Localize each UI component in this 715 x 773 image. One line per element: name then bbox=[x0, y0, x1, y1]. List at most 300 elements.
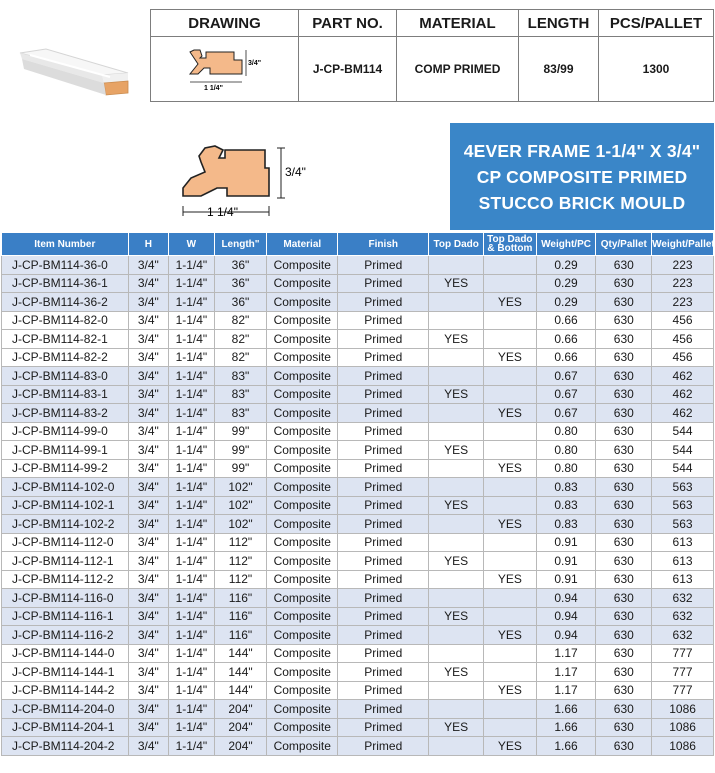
cell-length: 36" bbox=[214, 274, 267, 293]
cell-weight-pc: 0.67 bbox=[536, 385, 596, 404]
cell-h: 3/4" bbox=[128, 663, 169, 682]
cell-length: 144" bbox=[214, 681, 267, 700]
cell-weight-pc: 0.67 bbox=[536, 404, 596, 423]
cell-w: 1-1/4" bbox=[169, 663, 215, 682]
cell-weight-pc: 0.29 bbox=[536, 274, 596, 293]
cell-h: 3/4" bbox=[128, 552, 169, 571]
cell-top-dado bbox=[429, 644, 484, 663]
cell-top-dado-bottom bbox=[484, 533, 537, 552]
cell-material: Composite bbox=[267, 293, 338, 312]
cell-length: 36" bbox=[214, 293, 267, 312]
cell-qty-pallet: 630 bbox=[596, 533, 652, 552]
cell-top-dado bbox=[429, 348, 484, 367]
cell-h: 3/4" bbox=[128, 700, 169, 719]
cell-h: 3/4" bbox=[128, 737, 169, 756]
cell-top-dado: YES bbox=[429, 718, 484, 737]
cell-item-number: J-CP-BM114-83-2 bbox=[2, 404, 129, 423]
profile-height-label: 3/4" bbox=[285, 165, 306, 179]
cell-length: 116" bbox=[214, 607, 267, 626]
cell-qty-pallet: 630 bbox=[596, 644, 652, 663]
cell-weight-pallet: 544 bbox=[652, 459, 714, 478]
cell-h: 3/4" bbox=[128, 422, 169, 441]
cell-item-number: J-CP-BM114-99-2 bbox=[2, 459, 129, 478]
cell-length: 99" bbox=[214, 441, 267, 460]
cell-weight-pc: 0.94 bbox=[536, 589, 596, 608]
cell-top-dado-bottom bbox=[484, 330, 537, 349]
cell-length: 112" bbox=[214, 570, 267, 589]
cell-material: Composite bbox=[267, 626, 338, 645]
cell-top-dado: YES bbox=[429, 330, 484, 349]
cell-weight-pc: 0.91 bbox=[536, 570, 596, 589]
cell-item-number: J-CP-BM114-82-2 bbox=[2, 348, 129, 367]
cell-length: 82" bbox=[214, 311, 267, 330]
cell-weight-pc: 0.94 bbox=[536, 626, 596, 645]
cell-material: Composite bbox=[267, 737, 338, 756]
cell-finish: Primed bbox=[338, 515, 429, 534]
cell-weight-pallet: 613 bbox=[652, 552, 714, 571]
cell-weight-pallet: 456 bbox=[652, 348, 714, 367]
profile-drawing bbox=[1, 120, 448, 231]
cell-qty-pallet: 630 bbox=[596, 348, 652, 367]
pcs-pallet-header: PCS/PALLET bbox=[599, 10, 714, 37]
cell-w: 1-1/4" bbox=[169, 311, 215, 330]
cell-top-dado bbox=[429, 681, 484, 700]
cell-w: 1-1/4" bbox=[169, 681, 215, 700]
cell-weight-pallet: 777 bbox=[652, 681, 714, 700]
cell-h: 3/4" bbox=[128, 589, 169, 608]
cell-qty-pallet: 630 bbox=[596, 404, 652, 423]
cell-material: Composite bbox=[267, 718, 338, 737]
cell-w: 1-1/4" bbox=[169, 570, 215, 589]
cell-material: Composite bbox=[267, 515, 338, 534]
table-row bbox=[2, 311, 714, 330]
cell-item-number: J-CP-BM114-112-1 bbox=[2, 552, 129, 571]
cell-item-number: J-CP-BM114-144-2 bbox=[2, 681, 129, 700]
cell-finish: Primed bbox=[338, 718, 429, 737]
col-h: H bbox=[128, 233, 169, 256]
cell-length: 102" bbox=[214, 496, 267, 515]
table-row bbox=[2, 589, 714, 608]
cell-h: 3/4" bbox=[128, 496, 169, 515]
cell-h: 3/4" bbox=[128, 459, 169, 478]
cell-item-number: J-CP-BM114-36-1 bbox=[2, 274, 129, 293]
cell-w: 1-1/4" bbox=[169, 256, 215, 275]
cell-h: 3/4" bbox=[128, 256, 169, 275]
cell-weight-pc: 0.94 bbox=[536, 607, 596, 626]
cell-top-dado-bottom bbox=[484, 700, 537, 719]
cell-finish: Primed bbox=[338, 367, 429, 386]
cell-top-dado-bottom: YES bbox=[484, 570, 537, 589]
cell-w: 1-1/4" bbox=[169, 422, 215, 441]
cell-weight-pallet: 462 bbox=[652, 385, 714, 404]
cell-weight-pc: 0.80 bbox=[536, 441, 596, 460]
cell-qty-pallet: 630 bbox=[596, 663, 652, 682]
cell-length: 99" bbox=[214, 459, 267, 478]
cell-finish: Primed bbox=[338, 293, 429, 312]
cell-weight-pallet: 563 bbox=[652, 515, 714, 534]
cell-h: 3/4" bbox=[128, 330, 169, 349]
cell-h: 3/4" bbox=[128, 718, 169, 737]
cell-qty-pallet: 630 bbox=[596, 570, 652, 589]
cell-finish: Primed bbox=[338, 737, 429, 756]
cell-w: 1-1/4" bbox=[169, 737, 215, 756]
col-material: Material bbox=[267, 233, 338, 256]
cell-finish: Primed bbox=[338, 441, 429, 460]
cell-material: Composite bbox=[267, 256, 338, 275]
cell-material: Composite bbox=[267, 589, 338, 608]
cell-material: Composite bbox=[267, 478, 338, 497]
cell-finish: Primed bbox=[338, 570, 429, 589]
cell-qty-pallet: 630 bbox=[596, 441, 652, 460]
table-row bbox=[2, 737, 714, 756]
cell-top-dado-bottom: YES bbox=[484, 459, 537, 478]
cell-length: 112" bbox=[214, 552, 267, 571]
cell-weight-pc: 0.83 bbox=[536, 496, 596, 515]
cell-material: Composite bbox=[267, 367, 338, 386]
cell-top-dado-bottom bbox=[484, 496, 537, 515]
table-row bbox=[2, 700, 714, 719]
cell-item-number: J-CP-BM114-204-1 bbox=[2, 718, 129, 737]
cell-qty-pallet: 630 bbox=[596, 422, 652, 441]
cell-qty-pallet: 630 bbox=[596, 256, 652, 275]
cell-qty-pallet: 630 bbox=[596, 311, 652, 330]
cell-material: Composite bbox=[267, 681, 338, 700]
table-row bbox=[2, 274, 714, 293]
table-row bbox=[2, 459, 714, 478]
cell-item-number: J-CP-BM114-102-0 bbox=[2, 478, 129, 497]
cell-top-dado-bottom bbox=[484, 663, 537, 682]
small-width-label: 1 1/4" bbox=[203, 84, 223, 92]
product-header-block bbox=[1, 120, 714, 232]
cell-finish: Primed bbox=[338, 496, 429, 515]
pcs-pallet-value: 1300 bbox=[599, 37, 714, 102]
table-row bbox=[2, 441, 714, 460]
cell-h: 3/4" bbox=[128, 626, 169, 645]
material-header: MATERIAL bbox=[397, 10, 519, 37]
table-row bbox=[2, 293, 714, 312]
cell-item-number: J-CP-BM114-144-1 bbox=[2, 663, 129, 682]
cell-item-number: J-CP-BM114-99-0 bbox=[2, 422, 129, 441]
cell-top-dado bbox=[429, 404, 484, 423]
cell-h: 3/4" bbox=[128, 644, 169, 663]
cell-qty-pallet: 630 bbox=[596, 737, 652, 756]
cell-h: 3/4" bbox=[128, 570, 169, 589]
cell-weight-pc: 1.66 bbox=[536, 737, 596, 756]
cell-item-number: J-CP-BM114-116-2 bbox=[2, 626, 129, 645]
cell-weight-pallet: 613 bbox=[652, 570, 714, 589]
cell-item-number: J-CP-BM114-82-0 bbox=[2, 311, 129, 330]
cell-weight-pc: 0.83 bbox=[536, 478, 596, 497]
col-finish: Finish bbox=[338, 233, 429, 256]
cell-top-dado: YES bbox=[429, 663, 484, 682]
cell-material: Composite bbox=[267, 274, 338, 293]
profile-drawing-panel bbox=[1, 120, 448, 231]
cell-weight-pc: 0.29 bbox=[536, 256, 596, 275]
cell-w: 1-1/4" bbox=[169, 478, 215, 497]
cell-top-dado-bottom bbox=[484, 256, 537, 275]
cell-weight-pc: 0.66 bbox=[536, 348, 596, 367]
cell-weight-pc: 0.80 bbox=[536, 459, 596, 478]
cell-length: 204" bbox=[214, 737, 267, 756]
cell-item-number: J-CP-BM114-102-1 bbox=[2, 496, 129, 515]
cell-top-dado-bottom bbox=[484, 441, 537, 460]
profile-width-label: 1 1/4" bbox=[207, 205, 238, 219]
cell-weight-pallet: 223 bbox=[652, 274, 714, 293]
cell-h: 3/4" bbox=[128, 367, 169, 386]
cell-material: Composite bbox=[267, 441, 338, 460]
cell-top-dado bbox=[429, 589, 484, 608]
cell-top-dado-bottom: YES bbox=[484, 737, 537, 756]
table-row bbox=[2, 367, 714, 386]
cell-w: 1-1/4" bbox=[169, 459, 215, 478]
table-row bbox=[2, 478, 714, 497]
cell-top-dado: YES bbox=[429, 385, 484, 404]
cell-top-dado-bottom: YES bbox=[484, 681, 537, 700]
table-body bbox=[2, 256, 714, 756]
cell-w: 1-1/4" bbox=[169, 385, 215, 404]
table-row bbox=[2, 663, 714, 682]
cell-h: 3/4" bbox=[128, 478, 169, 497]
cell-material: Composite bbox=[267, 330, 338, 349]
cell-w: 1-1/4" bbox=[169, 330, 215, 349]
cell-w: 1-1/4" bbox=[169, 626, 215, 645]
cell-item-number: J-CP-BM114-99-1 bbox=[2, 441, 129, 460]
table-row bbox=[2, 607, 714, 626]
length-value: 83/99 bbox=[519, 37, 599, 102]
cell-top-dado-bottom bbox=[484, 385, 537, 404]
cell-material: Composite bbox=[267, 552, 338, 571]
cell-w: 1-1/4" bbox=[169, 552, 215, 571]
table-row bbox=[2, 422, 714, 441]
cell-w: 1-1/4" bbox=[169, 274, 215, 293]
cell-top-dado: YES bbox=[429, 441, 484, 460]
col-weight-pc: Weight/PC bbox=[536, 233, 596, 256]
table-header-row bbox=[2, 233, 714, 256]
table-row bbox=[2, 570, 714, 589]
cell-finish: Primed bbox=[338, 478, 429, 497]
cell-w: 1-1/4" bbox=[169, 367, 215, 386]
cell-weight-pallet: 563 bbox=[652, 496, 714, 515]
cell-weight-pc: 0.67 bbox=[536, 367, 596, 386]
cell-finish: Primed bbox=[338, 700, 429, 719]
cell-qty-pallet: 630 bbox=[596, 385, 652, 404]
cell-top-dado bbox=[429, 533, 484, 552]
cell-weight-pc: 0.66 bbox=[536, 311, 596, 330]
table-row bbox=[2, 533, 714, 552]
cell-top-dado-bottom: YES bbox=[484, 515, 537, 534]
cell-h: 3/4" bbox=[128, 441, 169, 460]
cell-finish: Primed bbox=[338, 274, 429, 293]
cell-item-number: J-CP-BM114-112-0 bbox=[2, 533, 129, 552]
table-row bbox=[2, 496, 714, 515]
cell-length: 83" bbox=[214, 367, 267, 386]
cell-length: 116" bbox=[214, 589, 267, 608]
cell-h: 3/4" bbox=[128, 385, 169, 404]
cell-weight-pallet: 632 bbox=[652, 589, 714, 608]
cell-weight-pc: 0.83 bbox=[536, 515, 596, 534]
cell-top-dado bbox=[429, 422, 484, 441]
cell-qty-pallet: 630 bbox=[596, 515, 652, 534]
cell-weight-pallet: 456 bbox=[652, 330, 714, 349]
cell-material: Composite bbox=[267, 496, 338, 515]
cell-finish: Primed bbox=[338, 552, 429, 571]
moulding-photo-icon bbox=[0, 9, 141, 103]
cell-top-dado: YES bbox=[429, 496, 484, 515]
cell-top-dado-bottom bbox=[484, 607, 537, 626]
title-line-2: CP COMPOSITE PRIMED bbox=[476, 166, 688, 187]
cell-qty-pallet: 630 bbox=[596, 459, 652, 478]
table-row bbox=[2, 330, 714, 349]
cell-qty-pallet: 630 bbox=[596, 330, 652, 349]
cell-w: 1-1/4" bbox=[169, 718, 215, 737]
drawing-cell bbox=[151, 37, 299, 102]
cell-top-dado-bottom bbox=[484, 422, 537, 441]
table-row bbox=[2, 644, 714, 663]
cell-qty-pallet: 630 bbox=[596, 552, 652, 571]
cell-item-number: J-CP-BM114-82-1 bbox=[2, 330, 129, 349]
cell-weight-pallet: 544 bbox=[652, 441, 714, 460]
cell-weight-pc: 0.29 bbox=[536, 293, 596, 312]
table-row bbox=[2, 681, 714, 700]
cell-material: Composite bbox=[267, 404, 338, 423]
cell-weight-pallet: 1086 bbox=[652, 700, 714, 719]
cell-qty-pallet: 630 bbox=[596, 589, 652, 608]
cell-weight-pallet: 563 bbox=[652, 478, 714, 497]
cell-weight-pc: 0.80 bbox=[536, 422, 596, 441]
cell-top-dado bbox=[429, 570, 484, 589]
cell-w: 1-1/4" bbox=[169, 293, 215, 312]
cell-weight-pallet: 223 bbox=[652, 256, 714, 275]
cell-item-number: J-CP-BM114-144-0 bbox=[2, 644, 129, 663]
cell-top-dado bbox=[429, 293, 484, 312]
cell-finish: Primed bbox=[338, 589, 429, 608]
col-length: Length" bbox=[214, 233, 267, 256]
cell-weight-pallet: 544 bbox=[652, 422, 714, 441]
cell-qty-pallet: 630 bbox=[596, 367, 652, 386]
cell-length: 116" bbox=[214, 626, 267, 645]
cell-material: Composite bbox=[267, 348, 338, 367]
cell-weight-pallet: 613 bbox=[652, 533, 714, 552]
cell-w: 1-1/4" bbox=[169, 515, 215, 534]
cell-h: 3/4" bbox=[128, 404, 169, 423]
cell-weight-pallet: 462 bbox=[652, 404, 714, 423]
cell-finish: Primed bbox=[338, 533, 429, 552]
cell-qty-pallet: 630 bbox=[596, 681, 652, 700]
cell-material: Composite bbox=[267, 700, 338, 719]
cell-item-number: J-CP-BM114-116-0 bbox=[2, 589, 129, 608]
cell-w: 1-1/4" bbox=[169, 533, 215, 552]
cell-weight-pallet: 632 bbox=[652, 607, 714, 626]
cell-weight-pc: 0.66 bbox=[536, 330, 596, 349]
item-spec-table bbox=[1, 232, 714, 756]
cell-top-dado bbox=[429, 478, 484, 497]
cell-h: 3/4" bbox=[128, 311, 169, 330]
cell-top-dado bbox=[429, 700, 484, 719]
cell-qty-pallet: 630 bbox=[596, 496, 652, 515]
cell-top-dado: YES bbox=[429, 274, 484, 293]
cell-weight-pc: 1.66 bbox=[536, 700, 596, 719]
cell-h: 3/4" bbox=[128, 681, 169, 700]
cell-top-dado-bottom: YES bbox=[484, 348, 537, 367]
cell-material: Composite bbox=[267, 607, 338, 626]
cell-finish: Primed bbox=[338, 311, 429, 330]
cell-top-dado-bottom bbox=[484, 644, 537, 663]
cell-weight-pallet: 1086 bbox=[652, 718, 714, 737]
cell-item-number: J-CP-BM114-83-1 bbox=[2, 385, 129, 404]
cell-length: 102" bbox=[214, 478, 267, 497]
small-height-label: 3/4" bbox=[247, 59, 261, 67]
material-value: COMP PRIMED bbox=[397, 37, 519, 102]
cell-w: 1-1/4" bbox=[169, 441, 215, 460]
cell-length: 83" bbox=[214, 385, 267, 404]
col-qty-pallet: Qty/Pallet bbox=[596, 233, 652, 256]
cell-w: 1-1/4" bbox=[169, 348, 215, 367]
cell-qty-pallet: 630 bbox=[596, 700, 652, 719]
cell-material: Composite bbox=[267, 644, 338, 663]
cell-length: 112" bbox=[214, 533, 267, 552]
product-title-panel bbox=[450, 123, 714, 230]
cell-weight-pallet: 777 bbox=[652, 644, 714, 663]
cell-h: 3/4" bbox=[128, 293, 169, 312]
cell-length: 83" bbox=[214, 404, 267, 423]
cell-item-number: J-CP-BM114-116-1 bbox=[2, 607, 129, 626]
cell-length: 144" bbox=[214, 644, 267, 663]
cell-item-number: J-CP-BM114-36-0 bbox=[2, 256, 129, 275]
title-line-1: 4EVER FRAME 1-1/4" X 3/4" bbox=[463, 140, 701, 161]
cell-qty-pallet: 630 bbox=[596, 718, 652, 737]
cell-top-dado-bottom bbox=[484, 274, 537, 293]
cell-top-dado: YES bbox=[429, 552, 484, 571]
cell-length: 36" bbox=[214, 256, 267, 275]
small-profile-drawing bbox=[170, 38, 280, 98]
cell-top-dado bbox=[429, 515, 484, 534]
cell-item-number: J-CP-BM114-83-0 bbox=[2, 367, 129, 386]
col-item-number: Item Number bbox=[2, 233, 129, 256]
cell-top-dado bbox=[429, 737, 484, 756]
cell-item-number: J-CP-BM114-204-2 bbox=[2, 737, 129, 756]
cell-weight-pc: 1.17 bbox=[536, 663, 596, 682]
cell-h: 3/4" bbox=[128, 533, 169, 552]
cell-top-dado bbox=[429, 626, 484, 645]
cell-top-dado bbox=[429, 367, 484, 386]
product-photo bbox=[0, 9, 141, 103]
cell-finish: Primed bbox=[338, 644, 429, 663]
cell-w: 1-1/4" bbox=[169, 644, 215, 663]
cell-length: 204" bbox=[214, 700, 267, 719]
cell-item-number: J-CP-BM114-102-2 bbox=[2, 515, 129, 534]
drawing-header: DRAWING bbox=[151, 10, 299, 37]
cell-finish: Primed bbox=[338, 607, 429, 626]
col-weight-pallet: Weight/Pallet bbox=[652, 233, 714, 256]
cell-length: 99" bbox=[214, 422, 267, 441]
cell-finish: Primed bbox=[338, 459, 429, 478]
cell-weight-pc: 1.17 bbox=[536, 681, 596, 700]
table-row bbox=[2, 385, 714, 404]
cell-weight-pallet: 632 bbox=[652, 626, 714, 645]
cell-finish: Primed bbox=[338, 348, 429, 367]
cell-item-number: J-CP-BM114-36-2 bbox=[2, 293, 129, 312]
col-top-dado-bottom: Top Dado & Bottom bbox=[484, 233, 537, 256]
table-row bbox=[2, 718, 714, 737]
cell-w: 1-1/4" bbox=[169, 700, 215, 719]
cell-material: Composite bbox=[267, 385, 338, 404]
cell-top-dado bbox=[429, 459, 484, 478]
cell-qty-pallet: 630 bbox=[596, 607, 652, 626]
table-row bbox=[2, 552, 714, 571]
cell-top-dado-bottom bbox=[484, 311, 537, 330]
cell-length: 82" bbox=[214, 330, 267, 349]
cell-weight-pallet: 1086 bbox=[652, 737, 714, 756]
